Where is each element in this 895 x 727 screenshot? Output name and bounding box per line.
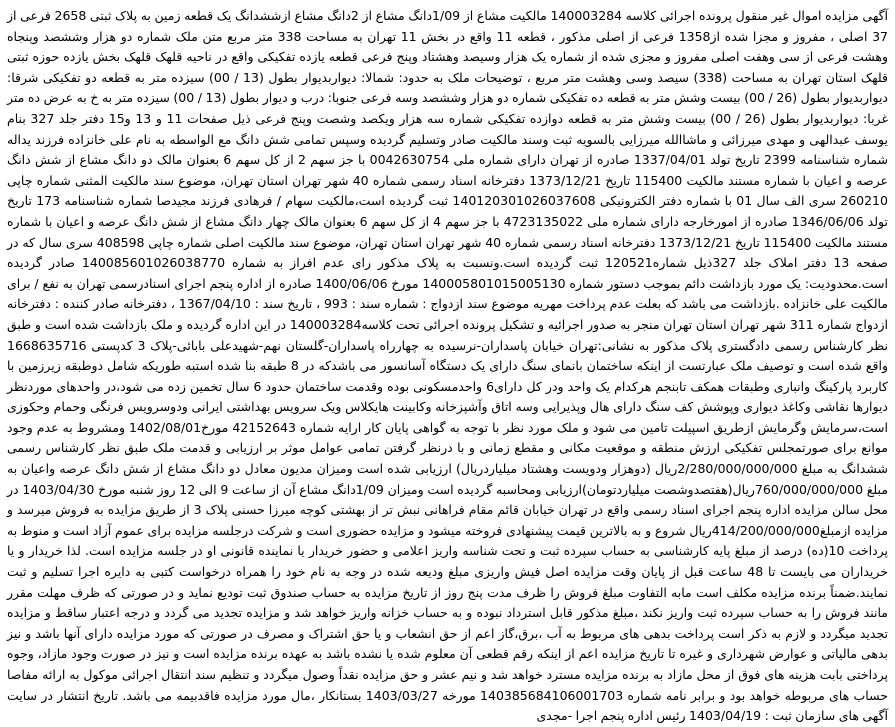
auction-notice-text: آگهی مزایده اموال غیر منقول پرونده اجرائی کلاسه 140003284 مالکیت مشاع از 1/09دانگ مشاع از 2دانگ مشاع ازششدانگ یک قطعه زمین به پلاک ثبتی 2658 فرعی از 37 اصلی ، مفروز و مجزا شده از1358 فرعی از اصلی مذکور ، قطعه 11 واقع در بخش 11 تهران به مساحت 338 متر مربع متن ملک شماره دو هزار وششصد وپنجاه وهشت فرعی از سی وهفت اصلی مفروز و مجزی شده از شماره یک هزار وسیصد وهشتاد وپنج فرعی قطعه یازده تفکیکی واقع در ناحیه قلهک قلهک بخش یازده حوزه ثبتی قلهک استان تهران به مساحت (338) سیصد وسی وهشت متر مربع ، توضیحات ملک به حدود: شمالا: دیواربدیوار بطول (13 / 00) سیزده متر به قطعه دو تفکیکی شرقا: دیواربدیوار بطول (26 / 00) بیست وشش متر به قطعه ده تفکیکی شماره دو هزار وششصد وسه فرعی جنوبا: درب و دیوار بطول (13 / 00) سیزده متر به خ به عرض ده متر غربا: دیواربدیوار بطول (26 / 00) بیست وشش متر به قطعه دوازده تفکیکی شماره سه هزار ویکصد وشصت وپنج فرعی ذیل صفحات 11 و 13 و15 دفتر جلد 327 بنام یوسف عبدالهی و مهدی میرزائی و ماشاالله میرزایی بالسویه ثبت وسند مالکیت صادر وتسلیم گردیده وسپس تمامی شش دانگ مع الواسطه به نام علی خانزاده فرزند یداله شماره شناسنامه 2399 تاریخ تولد 1337/04/01 صادره از تهران دارای شماره ملی 0042630754 با جز سهم 2 از کل سهم 6 بعنوان مالک دو دانگ مشاع از شش دانگ عرصه و اعیان با شماره مستند مالکیت 115400 تاریخ 1373/12/21 دفترخانه اسناد رسمی شماره 40 شهر تهران استان تهران، موضوع سند مالکیت المثنی شماره چاپی 260210 سری الف سال 01 با شماره دفتر الکترونیکی 140120301026037608 ثبت گردیده است،مالکیت سهام / فرهادی فرزند مجیدصا شماره شناسنامه 173 تاریخ تولد 1346/06/06 صادره از امورخارجه دارای شماره ملی 4723135022 با جز سهم 4 از کل سهم 6 بعنوان مالک چهار دانگ مشاع از شش دانگ عرصه و اعیان با شماره مستند مالکیت 115400 تاریخ 1373/12/21 دفترخانه اسناد رسمی شماره 40 شهر تهران استان تهران، موضوع سند مالکیت اصلی شماره چاپی 408598 سری سال که در صفحه 13 دفتر املاک جلد 327ذیل شماره120521 ثبت گردیده است.ونسبت به پلاک مذکور رای عدم افراز به شماره 140085601026038770 صادر گردیده است.محدودیت: یک مورد بازداشت دائم بموجب دستور شماره 140005801015005130 مورخ 1400/06/06 صادره از اداره پنجم اجرای اسنادرسمی تهران به نفع / برای مالکیت علی خانزاده .بازداشت می باشد که بعلت عدم پرداخت مهریه موضوع سند ازدواج : شماره سند : 993 ، تاریخ سند : 1367/04/10 ، دفترخانه صادر کننده : دفترخانه ازدواج شماره 311 شهر تهران استان تهران منجر به صدور اجرائیه و تشکیل پرونده اجرائی تحت کلاسه140003284 در این اداره گردیده و ملک بازداشت شده است و طبق نظر کارشناس رسمی دادگستری پلاک مذکور به نشانی:تهران خیابان پاسداران-نرسیده به چهارراه پاسداران-گلستان نهم-شهیدعلی بابائی-پلاک 3 کدپستی 1668635716 واقع شده است و توصیف ملک عبارتست از اینکه ساختمان بانمای سنگ دارای یک دستگاه آسانسور می باشدکه در 8 طبقه بنا شده استبه طوریکه شامل دوطبقه زیرزمین با کاربرد پارکینگ وانباری وطبقات همکف تابنجم هرکدام یک واحد ودر کل دارای6 واحدمسکونی بوده وقدمت ساختمان حدود 6 سال تخمین زده می شود،در واحدهای موردنظر دیوارها نقاشی وکاغذ دیواری وپوشش کف سنگ دارای هال وپذیرایی وسه اتاق وآشپزخانه وکابینت هایکلاس ویک سرویس بهداشتی ایرانی ودوسرویس فرنگی وحمام وحکوزی است،سرمایش وگرمایش ازطریق اسپیلت تامین می شود و ملک مورد نظر با توجه به گواهی پایان کار ارایه شماره 42152643 مورخ1402/08/01 ومشروط به عدم وجود موانع برای صورتمجلس تفکیکی ارزش منطقه و موقعیت مکانی و مقطع زمانی و با درنظر گرفتن تمامی عوامل موثر بر ارزیابی و قدمت ملک طبق نظر کارشناس رسمی ششدانگ به مبلغ 2/280/000/000/000ریال (دوهزار ودویست وهشتاد میلیاردریال) ارزیابی شده است ومیزان مدیون معادل دو دانگ مشاع از شش دانگ عرصه واعیان به مبلغ 760/000/000/000ریال(هفتصدوشصت میلیاردتومان)ارزیابی ومحاسبه گردیده است ومیزان 1/09دانگ مشاع آن از ساعت 9 الی 12 روز شنبه مورخ 1403/04/30 در محل سالن مزایده اداره پنجم اجرای اسناد رسمی واقع در تهران خیابان قائم مقام فراهانی نبش تر از بهشتی کوچه میرزا حسنی پلاک 3 از طریق مزایده به فروش میرسد و مزایده ازمبلغ414/200/000/000ریال شروع و به بالاترین قیمت پیشنهادی فروخته میشود و مزایده حضوری است و شرکت درجلسه مزایده برای عموم آزاد است و منوط به پرداخت 10(ده) درصد از مبلغ پایه کارشناسی به حساب سپرده ثبت و تحت شناسه واریز اعلامی و حضور خریدار یا نماینده قانونی او در جلسه مزایده است. لذا خریدار و یا خریداران می بایست تا 48 ساعت قبل از پایان وقت مزایده اصل فیش واریزی مبلغ ودیعه شده در وجه به نام خود را همراه درخواست کتبی به دایره اجرا تسلیم و ثبت نمایند.ضمناً برنده مزایده مکلف است مابه التفاوت مبلغ فروش را ظرف مدت پنج روز از تاریخ مزایده به حساب صندوق ثبت تودیع نماید و در صورتی که ظرف مهلت مقرر مانند فروش را به حساب سپرده ثبت واریز نکند ،مبلغ مذکور قابل استرداد نبوده و به حساب خزانه واریز خواهد شد و مزایده تجدید می گردد و درجه اعتبار ساقط و مزایده تجدید میگردد و لازم به ذکر است پرداخت بدهی های مربوط به آب ،برق،گاز اعم از حق انشعاب و یا حق اشتراک و مصرف در صورتی که مورد مزایده دارای آنها باشد و نیز بدهی مالیاتی و عوارض شهرداری و غیره تا تاریخ مزایده اعم از اینکه رقم قطعی آن معلوم شده یا نشده باشد به عهده برنده مزایده است و نیز در صورت وجود مازاد، وجوه پرداختی بابت هزینه های فوق از محل مازاد به برنده مزایده مسترد خواهد شد و نیم عشر و حق مزایده نقداً وصول میگردد و تنظیم سند انتقال اجرائی موکول به ارائه مفاصا حساب های مربوطه خواهد بود و برابر نامه شماره 140385684106001703 مورخه 1403/03/27 بستانکار ،مال مورد مزایده فاقدبیمه می باشد. تاریخ انتشار در سایت آگهی های سازمان ثبت : 1403/04/19 رئیس اداره پنجم اجرا -مجدی (7, 8, 889, 724)
